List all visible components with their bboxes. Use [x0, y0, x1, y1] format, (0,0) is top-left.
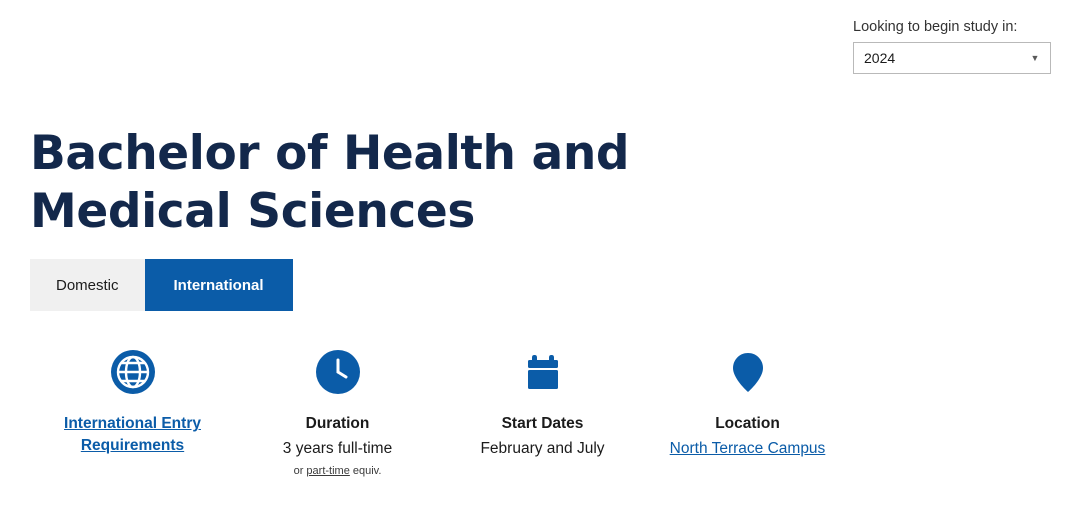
fact-duration-value: 3 years full-time [282, 440, 393, 457]
fact-duration-note-suffix: equiv. [349, 465, 382, 477]
year-select[interactable] [853, 42, 1051, 74]
page-title: Bachelor of Health and Medical Sciences [30, 126, 630, 240]
fact-start-dates [440, 345, 645, 480]
course-facts [30, 345, 850, 480]
chevron-down-icon: ▼ [1030, 52, 1040, 63]
fact-entry-requirements [30, 345, 235, 480]
fact-location [645, 345, 850, 480]
fact-duration-note-prefix: or [293, 465, 307, 477]
tab-international-label: International [173, 276, 264, 294]
fact-start-dates-heading: Start Dates [501, 415, 584, 432]
fact-location-heading: Location [715, 415, 780, 432]
year-select-value: 2024 [864, 50, 896, 66]
fact-duration-note [235, 462, 440, 480]
clock-icon [235, 345, 440, 399]
part-time-link[interactable]: part-time [306, 465, 350, 477]
tab-domestic[interactable] [30, 259, 145, 311]
fact-duration [235, 345, 440, 480]
calendar-icon [440, 345, 645, 399]
year-selector-label: Looking to begin study in: [853, 19, 1018, 35]
fact-entry-requirements-link[interactable]: International Entry Requirements [64, 415, 201, 454]
fact-start-dates-value: February and July [480, 440, 605, 457]
tab-international[interactable] [145, 259, 293, 311]
globe-icon [30, 345, 235, 399]
year-selector [853, 18, 1051, 74]
audience-tabs [30, 259, 293, 311]
fact-duration-heading: Duration [305, 415, 370, 432]
location-pin-icon [645, 345, 850, 399]
fact-location-link[interactable]: North Terrace Campus [669, 440, 826, 457]
tab-domestic-label: Domestic [56, 276, 119, 294]
